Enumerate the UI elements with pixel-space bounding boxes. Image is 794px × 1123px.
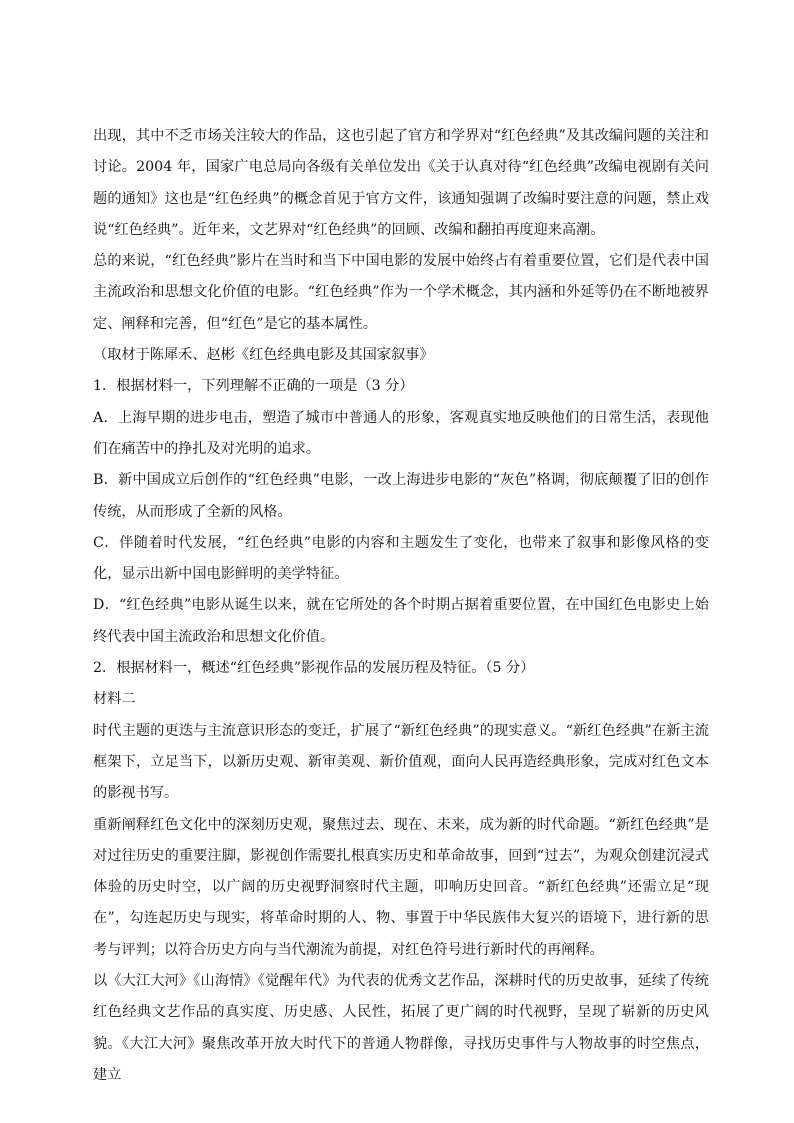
option-d: D．“红色经典”电影从诞生以来，就在它所处的各个时期占据着重要位置，在中国红色电影史上始终代表中国主流政治和思想文化价值。 <box>93 597 709 645</box>
question-1: 1．根据材料一，下列理解不正确的一项是（3 分） <box>93 378 414 395</box>
document-body <box>93 121 709 1091</box>
paragraph-1: 出现，其中不乏市场关注较大的作品，这也引起了官方和学界对“红色经典”及其改编问题的关注和讨论。2004 年，国家广电总局向各级有关单位发出《关于认真对待“红色经典”改编电视剧有关问题的通知》这也是“红色经典”的概念首见于官方文件，该通知强调了改编时要注意的问题，禁止戏说“红色经典”。近年来，文艺界对“红色经典”的回顾、改编和翻拍再度迎来高潮。 <box>93 128 709 238</box>
section-heading: 材料二 <box>93 691 136 708</box>
paragraph-2: 总的来说，“红色经典”影片在当时和当下中国电影的发展中始终占有着重要位置，它们是代表中国主流政治和思想文化价值的电影。“红色经典”作为一个学术概念，其内涵和外延等仍在不断地被界定、阐释和完善，但“红色”是它的基本属性。 <box>93 253 709 332</box>
option-a: A．上海早期的进步电击，塑造了城市中普通人的形象，客观真实地反映他们的日常生活，表现他们在痛苦中的挣扎及对光明的追求。 <box>93 409 709 457</box>
paragraph-3: 时代主题的更迭与主流意识形态的变迁，扩展了“新红色经典”的现实意义。“新红色经典”在新主流框架下，立足当下，以新历史观、新审美观、新价值观，面向人民再造经典形象，完成对红色文本的影视书写。 <box>93 722 709 802</box>
source-citation: （取材于陈犀禾、赵彬《红色经典电影及其国家叙事》 <box>93 347 434 364</box>
question-2: 2．根据材料一，概述“红色经典”影视作品的发展历程及特征。（5 分） <box>93 660 535 677</box>
option-c: C．伴随着时代发展，“红色经典”电影的内容和主题发生了变化，也带来了叙事和影像风格的变化，显示出新中国电影鲜明的美学特征。 <box>93 534 709 583</box>
paragraph-5: 以《大江大河》《山海情》《觉醒年代》为代表的优秀文艺作品，深耕时代的历史故事，延续了传统红色经典文艺作品的真实度、历史感、人民性，拓展了更广阔的时代视野，呈现了崭新的历史风貌。《大江大河》聚焦改革开放大时代下的普通人物群像，寻找历史事件与人物故事的时空焦点，建立 <box>93 973 709 1083</box>
paragraph-4: 重新阐释红色文化中的深刻历史观，聚焦过去、现在、未来，成为新的时代命题。“新红色经典”是对过往历史的重要注脚，影视创作需要扎根真实历史和革命故事，回到“过去”，为观众创建沉浸式体验的历史时空，以广阔的历史视野洞察时代主题，叩响历史回音。“新红色经典”还需立足“现在”，勾连起历史与现实，将革命时期的人、物、事置于中华民族伟大复兴的语境下，进行新的思考与评判；以符合历史方向与当代潮流为前提，对红色符号进行新时代的再阐释。 <box>93 816 709 958</box>
option-b: B．新中国成立后创作的“红色经典”电影，一改上海进步电影的“灰色”格调，彻底颠覆了旧的创作传统，从而形成了全新的风格。 <box>93 472 709 520</box>
